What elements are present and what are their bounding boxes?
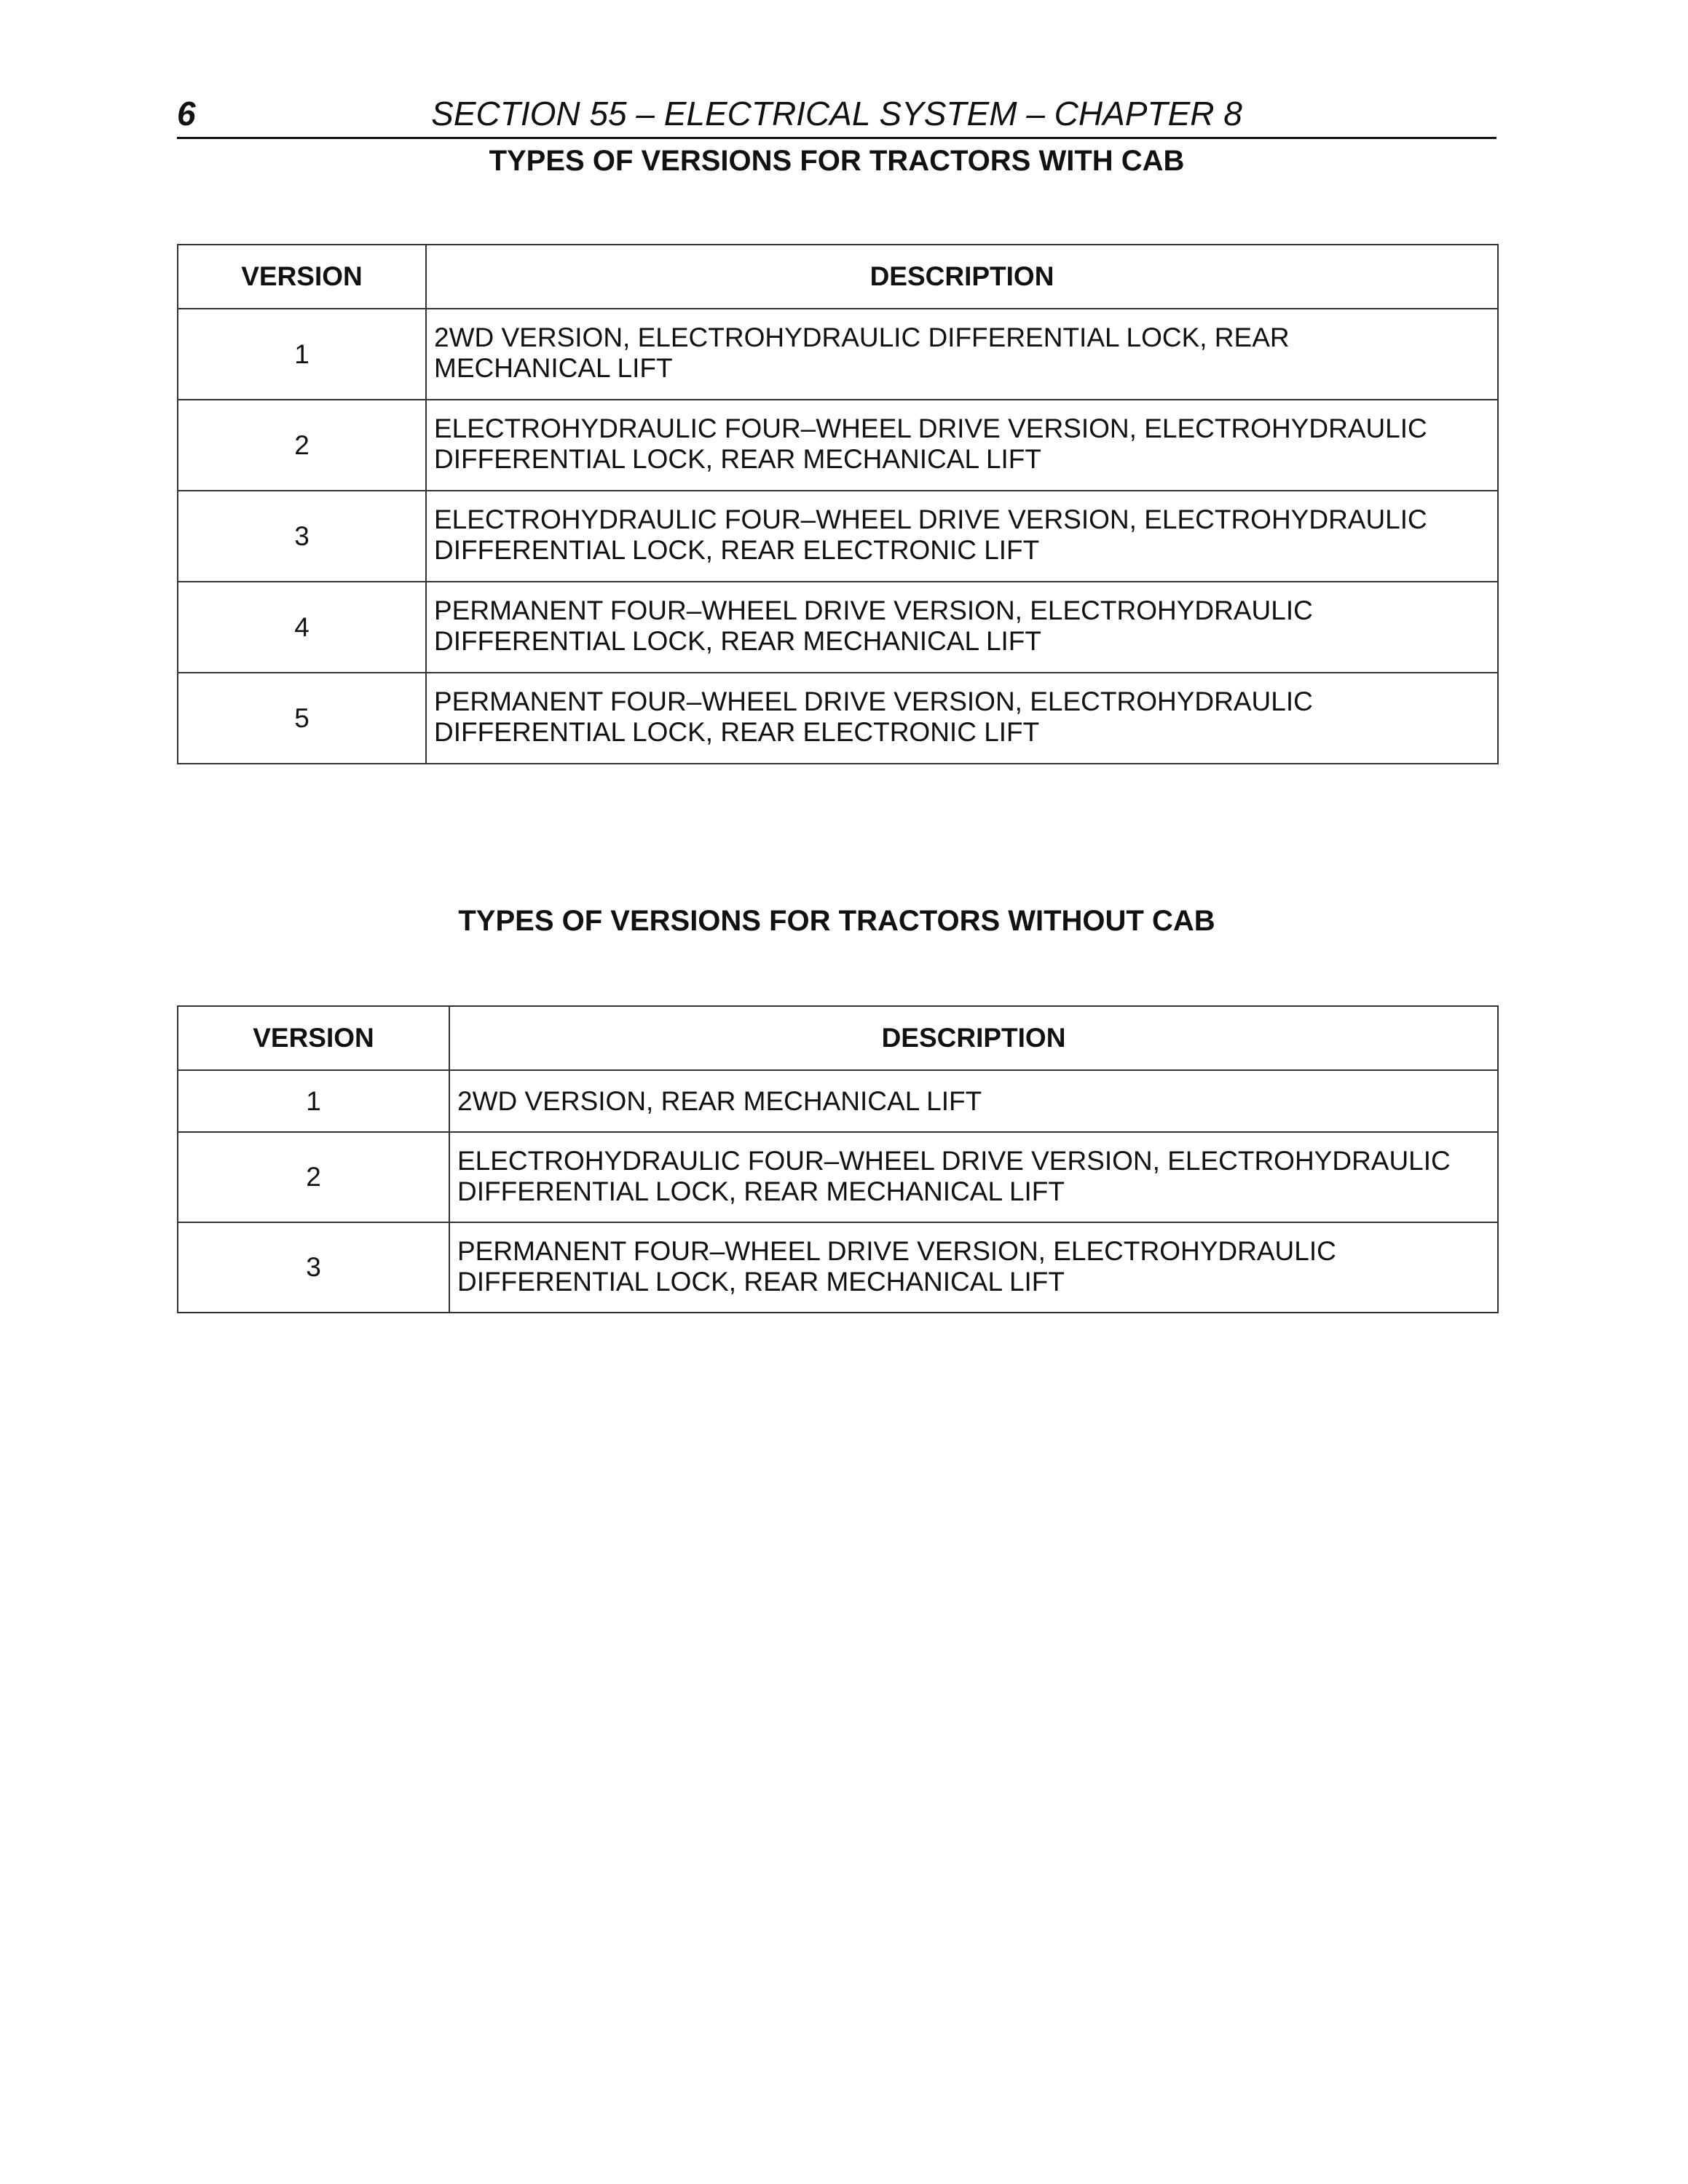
table-row [178, 400, 1498, 491]
description-cell [426, 309, 1498, 400]
description-line: DIFFERENTIAL LOCK, REAR MECHANICAL LIFT [434, 626, 1041, 656]
table-header-row [178, 1006, 1498, 1070]
version-cell: 1 [178, 1070, 449, 1132]
description-cell [426, 582, 1498, 673]
description-line: ELECTROHYDRAULIC FOUR–WHEEL DRIVE VERSION, ELECTROHYDRAULIC [434, 414, 1427, 443]
header-rule [177, 137, 1496, 139]
table-row [178, 1070, 1498, 1132]
description-line: ELECTROHYDRAULIC FOUR–WHEEL DRIVE VERSION, ELECTROHYDRAULIC [434, 505, 1427, 534]
description-line: DIFFERENTIAL LOCK, REAR MECHANICAL LIFT [434, 444, 1041, 474]
version-cell: 3 [178, 491, 426, 582]
description-line: PERMANENT FOUR–WHEEL DRIVE VERSION, ELECTROHYDRAULIC [457, 1236, 1336, 1266]
description-cell [426, 400, 1498, 491]
versions-table-with-cab [177, 244, 1499, 764]
version-cell: 5 [178, 673, 426, 764]
table-row [178, 491, 1498, 582]
description-line: PERMANENT FOUR–WHEEL DRIVE VERSION, ELECTROHYDRAULIC [434, 687, 1313, 716]
description-line: DIFFERENTIAL LOCK, REAR MECHANICAL LIFT [457, 1176, 1065, 1206]
description-cell [449, 1222, 1498, 1313]
description-line: PERMANENT FOUR–WHEEL DRIVE VERSION, ELECTROHYDRAULIC [434, 596, 1313, 625]
description-line: 2WD VERSION, ELECTROHYDRAULIC DIFFERENTIAL LOCK, REAR [434, 323, 1290, 352]
description-cell [426, 673, 1498, 764]
description-line: DIFFERENTIAL LOCK, REAR ELECTRONIC LIFT [434, 717, 1040, 747]
section-title-with-cab: TYPES OF VERSIONS FOR TRACTORS WITH CAB [489, 145, 1185, 177]
table-row [178, 309, 1498, 400]
column-header-version: VERSION [178, 1006, 449, 1070]
description-line: 2WD VERSION, REAR MECHANICAL LIFT [457, 1085, 982, 1116]
version-cell: 2 [178, 1132, 449, 1222]
table-row [178, 582, 1498, 673]
table-row [178, 673, 1498, 764]
page-number: 6 [177, 95, 196, 132]
description-cell [449, 1132, 1498, 1222]
versions-table-without-cab [177, 1005, 1499, 1313]
table-header-row [178, 245, 1498, 309]
section-title-without-cab: TYPES OF VERSIONS FOR TRACTORS WITHOUT CAB [458, 905, 1215, 937]
version-cell: 1 [178, 309, 426, 400]
version-cell: 2 [178, 400, 426, 491]
description-line: DIFFERENTIAL LOCK, REAR ELECTRONIC LIFT [434, 535, 1040, 565]
description-line: ELECTROHYDRAULIC FOUR–WHEEL DRIVE VERSION, ELECTROHYDRAULIC [457, 1146, 1451, 1176]
column-header-version: VERSION [178, 245, 426, 309]
description-cell [449, 1070, 1498, 1132]
column-header-description: DESCRIPTION [449, 1006, 1498, 1070]
description-line: MECHANICAL LIFT [434, 353, 673, 383]
description-cell [426, 491, 1498, 582]
table-row [178, 1222, 1498, 1313]
version-cell: 4 [178, 582, 426, 673]
running-header-title: SECTION 55 – ELECTRICAL SYSTEM – CHAPTER 8 [431, 95, 1242, 132]
description-line: DIFFERENTIAL LOCK, REAR MECHANICAL LIFT [457, 1267, 1065, 1297]
table-row [178, 1132, 1498, 1222]
version-cell: 3 [178, 1222, 449, 1313]
column-header-description: DESCRIPTION [426, 245, 1498, 309]
